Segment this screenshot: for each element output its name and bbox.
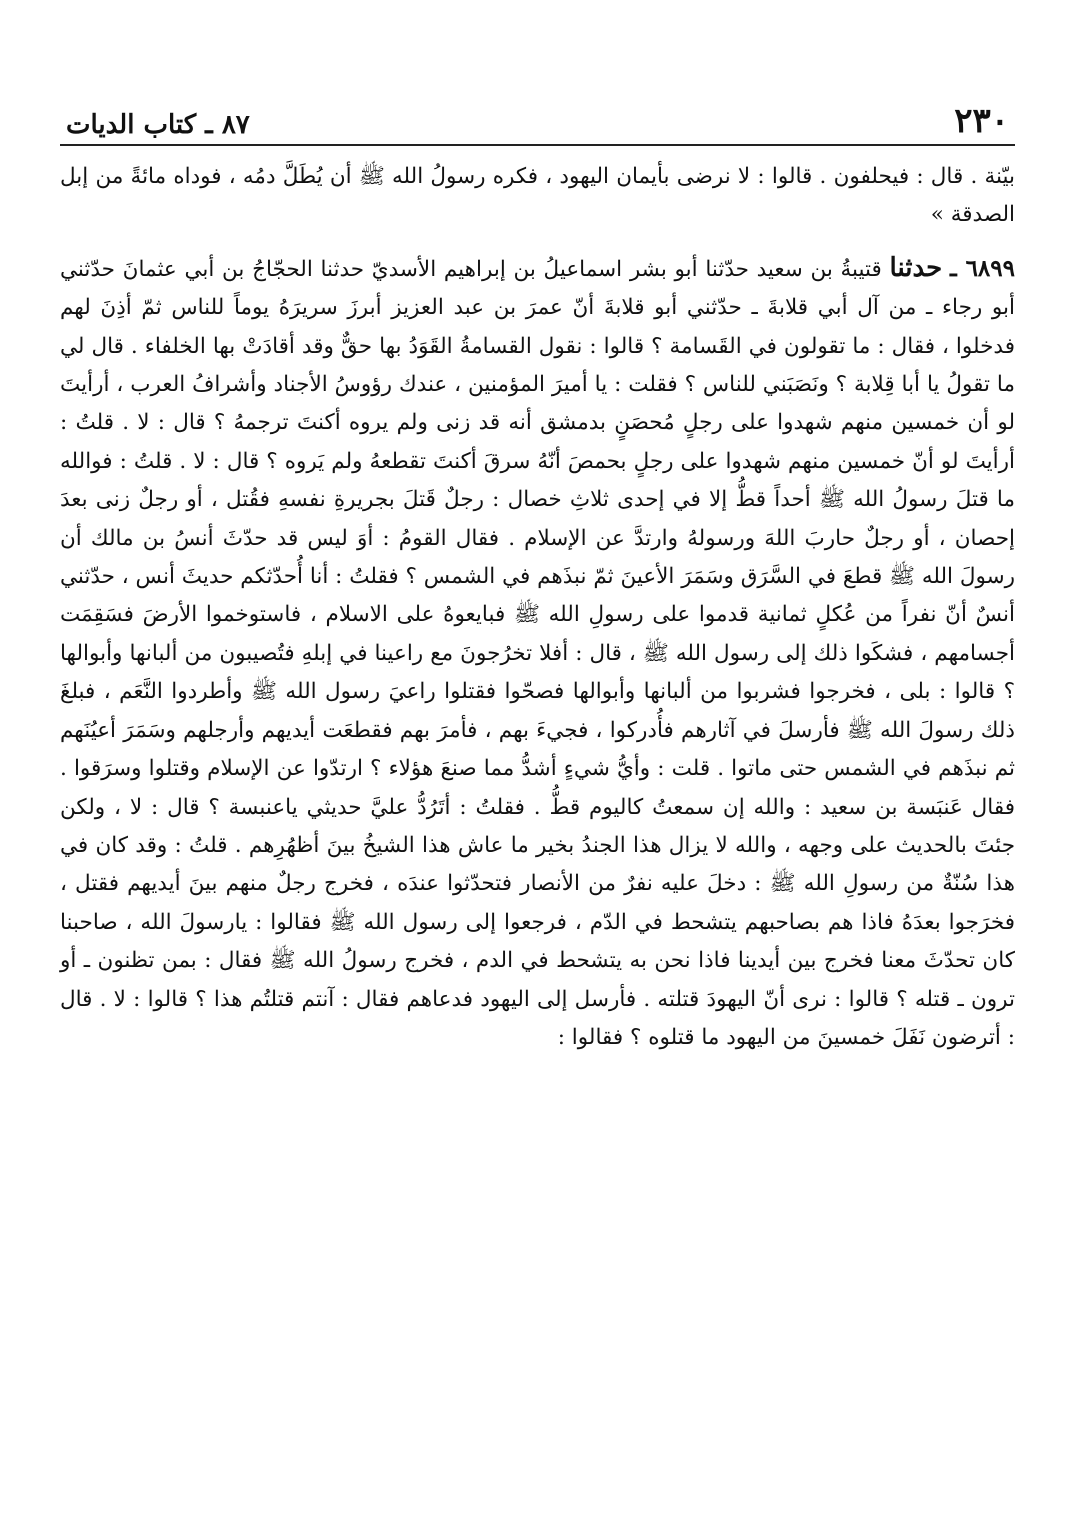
page-number: ٢٣٠ bbox=[954, 101, 1009, 141]
hadith-paragraph bbox=[60, 249, 1015, 1058]
hadith-text: قتيبةُ بن سعيد حدّثنا أبو بشر اسماعيلُ بن إبراهيم الأسديّ حدثنا الحجّاجُ بن أبي عثمانَ حدّثني أبو رجاء ـ من آل أبي قلابةَ ـ حدّثني أبو قلابةَ أنّ عمرَ بن عبد العزيز أبرزَ سريرَهُ يوماً للناس ثمّ أذِنَ لهم فدخلوا ، فقال : ما تقولون في القَسامة ؟ قالوا : نقول القسامةُ القَوَدُ بها حقٌّ وقد أقادَتْ بها الخلفاء . قال لي ما تقولُ يا أبا قِلابة ؟ ونَصَبَني للناس ؟ فقلت : يا أميرَ المؤمنين ، عندك رؤوسُ الأجناد وأشرافُ العرب ، أرأيتَ لو أن خمسين منهم شهدوا على رجلٍ مُحصَنٍ بدمشق أنه قد زنى ولم يروه أكنتَ ترجمهُ ؟ قال : لا . قلتُ : أرأيتَ لو أنّ خمسين منهم شهدوا على رجلٍ بحمصَ أنّهُ سرقَ أكنتَ تقطعهُ ولم يَروه ؟ قال : لا . قلتُ : فوالله ما قتلَ رسولُ الله ﷺ أحداً قطُّ إلا في إحدى ثلاثِ خصال : رجلٌ قَتلَ بجريرةِ نفسهِ فقُتل ، أو رجلٌ زنى بعدَ إحصان ، أو رجلٌ حاربَ اللهَ ورسولهُ وارتدَّ عن الإسلام . فقال القومُ : أوَ ليس قد حدّثَ أنسُ بن مالك أن رسولَ الله ﷺ قطعَ في السَّرَق وسَمَرَ الأعينَ ثمّ نبذَهم في الشمس ؟ فقلتُ : أنا أُحدّثكم حديثَ أنس ، حدّثني أنسٌ أنّ نفراً من عُكلٍ ثمانية قدموا على رسولِ الله ﷺ فبايعوهُ على الاسلام ، فاستوخموا الأرضَ فسَقِمَت أجسامهم ، فشكَوا ذلك إلى رسول الله ﷺ ، قال : أفلا تخرُجونَ مع راعينا في إبلهِ فتُصيبون من ألبانها وأبوالها ؟ قالوا : بلى ، فخرجوا فشربوا من ألبانها وأبوالها فصحّوا فقتلوا راعيَ رسول الله ﷺ وأطردوا النَّعَم ، فبلغَ ذلك رسولَ الله ﷺ فأرسلَ في آثارهم فأُدركوا ، فجيءَ بهم ، فأمرَ بهم فقطعَت أيديهم وأرجلهم وسَمَرَ أعيُنَهم ثم نبذَهم في الشمس حتى ماتوا . قلت : وأيُّ شيءٍ أشدُّ مما صنعَ هؤلاء ؟ ارتدّوا عن الإسلام وقتلوا وسرَقوا . فقال عَنبَسة بن سعيد : والله إن سمعتُ كاليوم قطُّ . فقلتُ : أتَرُدُّ عليَّ حديثي ياعنبسة ؟ قال : لا ، ولكن جئتَ بالحديث على وجهه ، والله لا يزال هذا الجندُ بخير ما عاش هذا الشيخُ بينَ أظهُرِهم . قلتُ : وقد كان في هذا سُنّةٌ من رسولِ الله ﷺ : دخلَ عليه نفرٌ من الأنصار فتحدّثوا عندَه ، فخرج رجلٌ منهم بينَ أيديهم فقتل ، فخرَجوا بعدَهُ فاذا هم بصاحبهم يتشحط في الدّم ، فرجعوا إلى رسول الله ﷺ فقالوا : يارسولَ الله ، صاحبنا كان تحدّثَ معنا فخرج بين أيدينا فاذا نحن به يتشحط في الدم ، فخرج رسولُ الله ﷺ فقال : بمن تظنون ـ أو ترون ـ قتله ؟ قالوا : نرى أنّ اليهودَ قتلته . فأرسل إلى اليهود فدعاهم فقال : آنتم قتلتُم هذا ؟ قالوا : لا . قال : أترضون نَفَلَ خمسينَ من اليهود ما قتلوه ؟ فقالوا : bbox=[59, 256, 1015, 1050]
hadith-opening: حدثنا bbox=[889, 252, 943, 283]
book-title: ٨٧ ـ كتاب الديات bbox=[66, 110, 250, 140]
page-body bbox=[60, 158, 1015, 1057]
paragraph-gap bbox=[60, 235, 1015, 249]
book-page bbox=[60, 96, 1015, 1516]
intro-paragraph: بيّنة . قال : فيحلفون . قالوا : لا نرضى بأيمان اليهود ، فكره رسولُ الله ﷺ أن يُطَلَّ دمُه ، فوداه مائةً من إبل الصدقة » bbox=[60, 164, 1015, 228]
hadith-number: ٦٨٩٩ ـ bbox=[949, 254, 1015, 282]
running-header bbox=[60, 96, 1015, 146]
